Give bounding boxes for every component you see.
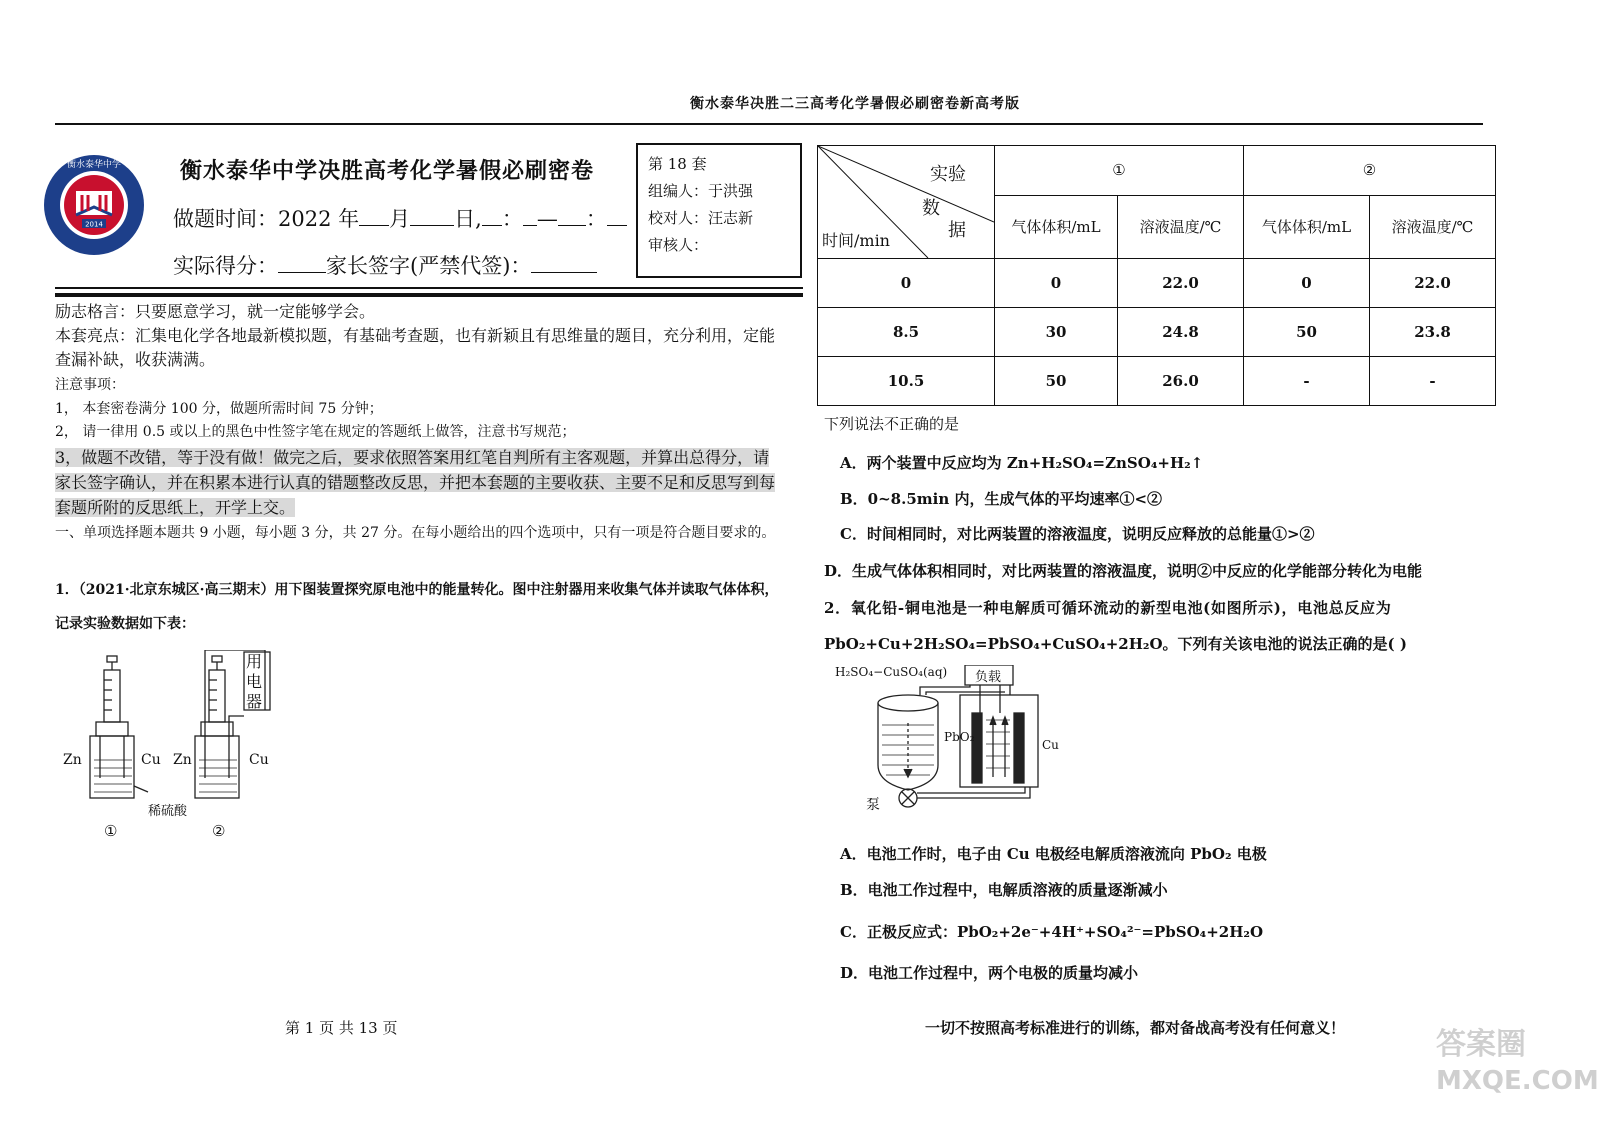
- fig-label-1: ①: [104, 822, 118, 840]
- watermark-line-1: 答案圈: [1436, 1027, 1526, 1062]
- exp-1-header: ①: [995, 146, 1244, 196]
- motto: 励志格言：只要愿意学习，就一定能够学会。: [55, 302, 376, 321]
- highlight-text: 本套亮点：汇集电化学各地最新模拟题，有基础考查题，也有新颖且有思维量的题目，充分利用，定能查漏补缺，收获满满。: [55, 326, 776, 369]
- day-label: 日,: [454, 207, 482, 231]
- q1-option-b: B．0~8.5min 内，生成气体的平均速率①<②: [840, 490, 1163, 508]
- fig-pbo2-label: PbO₂: [944, 730, 975, 744]
- table-row: 0 0 22.0 0 22.0: [818, 259, 1496, 308]
- section-1: 一、单项选择题本题共 9 小题，每小题 3 分，共 27 分。在每小题给出的四个选项中，只有一项是符合题目要求的。: [55, 525, 776, 541]
- cu-label-2: Cu: [249, 752, 269, 768]
- set-number: 第 18 套: [648, 155, 707, 173]
- note-3: 3，做题不改错，等于没有做！做完之后，要求依照答案用红笔自判所有主客观题，并算出总得分，请家长签字确认，并在积累本进行认真的错题整改反思，并把本套题的主要收获、主要不足和反思写到每套题所附的反思纸上，开学上交。: [55, 448, 776, 517]
- watermark: [1436, 1027, 1599, 1099]
- fig-load-label: 负载: [975, 670, 1002, 685]
- header-rule: [55, 123, 1483, 125]
- col-temp-1: 溶液温度/℃: [1118, 195, 1244, 258]
- col-gas-2: 气体体积/mL: [1244, 195, 1370, 258]
- school-logo: [42, 153, 146, 257]
- info-box: [636, 143, 802, 278]
- table-row: 8.5 30 24.8 50 23.8: [818, 308, 1496, 357]
- fig-cu-label: Cu: [1042, 738, 1059, 752]
- svg-text:衡水泰华中学: 衡水泰华中学: [66, 160, 122, 170]
- double-rule: [55, 287, 803, 297]
- col-gas-1: 气体体积/mL: [995, 195, 1118, 258]
- footer-slogan: 一切不按照高考标准进行的训练，都对备战高考没有任何意义！: [925, 1019, 1346, 1037]
- cu-label-1: Cu: [141, 752, 161, 768]
- time-line: [173, 203, 627, 233]
- q2-option-a: A．电池工作时，电子由 Cu 电极经电解质溶液流向 PbO₂ 电极: [840, 845, 1267, 863]
- table-corner: [818, 146, 995, 259]
- notes-title: 注意事项：: [55, 377, 125, 393]
- running-header: 衡水泰华决胜二三高考化学暑假必刷密卷新高考版: [690, 96, 1020, 112]
- colon-1: ：: [501, 207, 523, 231]
- q2-option-c: C．正极反应式：PbO₂+2e⁻+4H⁺+SO₄²⁻=PbSO₄+2H₂O: [840, 923, 1264, 941]
- zn-label-1: Zn: [63, 752, 82, 768]
- proofreader: 校对人：汪志新: [648, 209, 754, 227]
- reviewer: 审核人：: [648, 236, 709, 254]
- corner-time: 时间/min: [822, 231, 890, 250]
- corner-data-2: 据: [948, 220, 966, 241]
- month-label: 月: [389, 207, 411, 231]
- time-label: 做题时间：2022 年: [173, 207, 360, 231]
- fig-solution-label: H₂SO₄−CuSO₄(aq): [835, 665, 948, 679]
- q1-option-d: D．生成气体体积相同时，对比两装置的溶液温度，说明②中反应的化学能部分转化为电能: [824, 562, 1423, 580]
- score-line: [173, 250, 597, 280]
- q2-figure: [860, 665, 1060, 825]
- fig-label-2: ②: [212, 822, 226, 840]
- exp-2-header: ②: [1244, 146, 1496, 196]
- colon-2: ：: [585, 207, 607, 231]
- acid-label: 稀硫酸: [148, 804, 188, 819]
- watermark-line-2: MXQE.COM: [1436, 1066, 1599, 1096]
- device-label: 用电器: [245, 652, 262, 711]
- editor: 组编人：于洪强: [648, 182, 754, 200]
- q2-option-d: D．电池工作过程中，两个电极的质量均减小: [840, 964, 1139, 982]
- q1-stem: 1．（2021·北京东城区·高三期末）用下图装置探究原电池中的能量转化。图中注射器用来收集气体并读取气体体积，记录实验数据如下表：: [55, 582, 779, 632]
- note-2: 2， 请一律用 0.5 或以上的黑色中性签字笔在规定的答题纸上做答，注意书写规范；: [55, 424, 576, 440]
- paper-title: 衡水泰华中学决胜高考化学暑假必刷密卷: [180, 158, 595, 184]
- table-row: 10.5 50 26.0 - -: [818, 357, 1496, 406]
- corner-exp: 实验: [930, 164, 966, 185]
- q1-ask: 下列说法不正确的是: [824, 415, 960, 433]
- svg-text:2014: 2014: [85, 220, 103, 229]
- corner-data-1: 数: [922, 198, 940, 219]
- q1-option-c: C．时间相同时，对比两装置的溶液温度，说明反应释放的总能量①>②: [840, 525, 1315, 543]
- parent-sign-label: 家长签字(严禁代签)：: [326, 254, 532, 278]
- dash-1: —: [536, 207, 558, 231]
- col-temp-2: 溶液温度/℃: [1370, 195, 1496, 258]
- q2-option-b: B．电池工作过程中，电解质溶液的质量逐渐减小: [840, 881, 1168, 899]
- score-label: 实际得分：: [173, 254, 278, 278]
- q2-stem-2: PbO₂+Cu+2H₂SO₄=PbSO₄+CuSO₄+2H₂O。下列有关该电池的说法正确的是( ): [824, 635, 1407, 653]
- fig-pump-label: 泵: [866, 797, 880, 813]
- q2-stem-1: 2．氧化铅-铜电池是一种电解质可循环流动的新型电池(如图所示)，电池总反应为: [824, 599, 1392, 617]
- note-1: 1， 本套密卷满分 100 分，做题所需时间 75 分钟；: [55, 401, 383, 417]
- q1-option-a: A．两个装置中反应均为 Zn+H₂SO₄=ZnSO₄+H₂↑: [840, 454, 1204, 472]
- zn-label-2: Zn: [173, 752, 192, 768]
- q1-data-table: [817, 145, 1496, 406]
- page-number: 第 1 页 共 13 页: [285, 1019, 398, 1037]
